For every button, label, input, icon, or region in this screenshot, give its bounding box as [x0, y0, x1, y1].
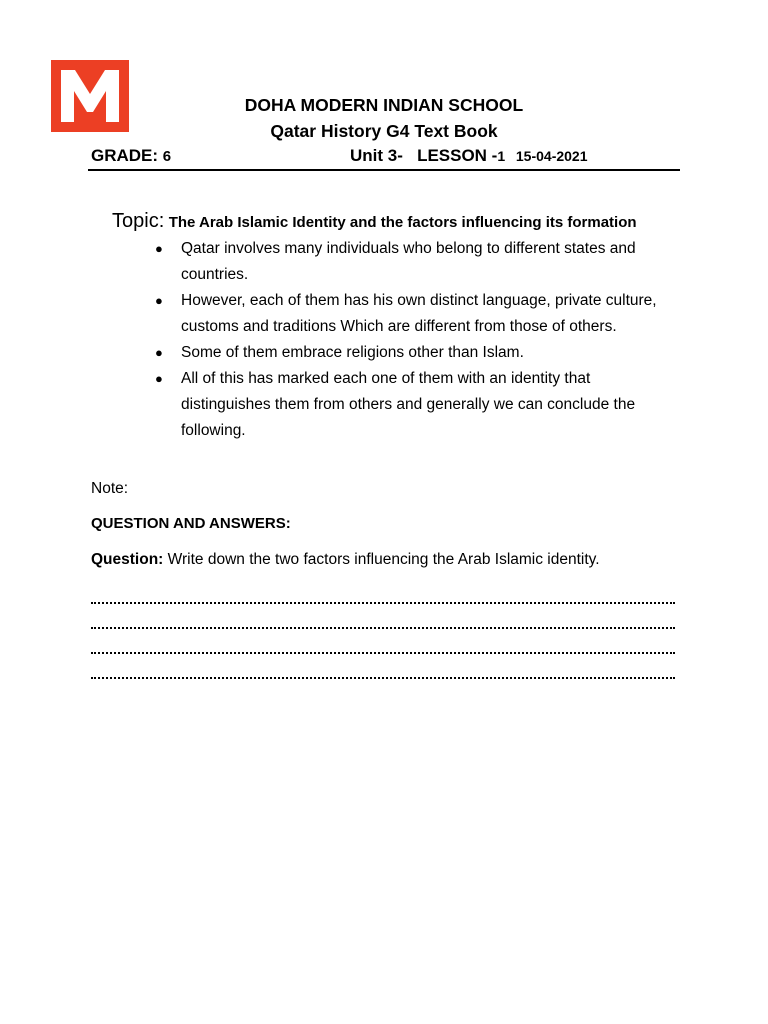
- lesson-date: 15-04-2021: [515, 148, 588, 164]
- answer-line[interactable]: [91, 677, 675, 679]
- note-label: Note:: [91, 480, 129, 497]
- bullet-icon: ●: [155, 293, 163, 308]
- lesson-value: 1: [497, 148, 506, 164]
- question-text: Write down the two factors influencing the Arab Islamic identity.: [167, 551, 600, 568]
- list-item: ● All of this has marked each one of them with an identity that distinguishes them from others and generally we can conclude the following.: [153, 366, 673, 444]
- answer-line[interactable]: [91, 627, 675, 629]
- topic-label: Topic:: [112, 210, 165, 232]
- list-item: ● Qatar involves many individuals who belong to different states and countries.: [153, 236, 673, 288]
- list-item: ● Some of them embrace religions other than Islam.: [153, 340, 673, 366]
- topic-line: [112, 210, 637, 233]
- lesson-label: LESSON -: [417, 146, 498, 165]
- bullet-icon: ●: [155, 345, 163, 360]
- header-divider: [88, 169, 680, 171]
- topic-text: The Arab Islamic Identity and the factors influencing its formation: [168, 214, 637, 231]
- bullet-icon: ●: [155, 241, 163, 256]
- grade-label: GRADE:: [91, 146, 159, 165]
- school-name: DOHA MODERN INDIAN SCHOOL: [244, 95, 524, 115]
- grade-value: 6: [162, 148, 172, 165]
- grade-info: [91, 146, 171, 166]
- answer-line[interactable]: [91, 652, 675, 654]
- unit-lesson-info: [350, 146, 588, 166]
- bullet-icon: ●: [155, 371, 163, 386]
- qa-heading: QUESTION AND ANSWERS:: [91, 515, 291, 532]
- answer-line[interactable]: [91, 602, 675, 604]
- question-label: Question:: [91, 551, 164, 568]
- list-item: ● However, each of them has his own distinct language, private culture, customs and traditions Which are different from those of others.: [153, 288, 673, 340]
- question-line: [91, 551, 600, 569]
- book-title: Qatar History G4 Text Book: [270, 121, 498, 141]
- bullet-list: [153, 236, 673, 444]
- unit-label: Unit 3-: [350, 146, 403, 165]
